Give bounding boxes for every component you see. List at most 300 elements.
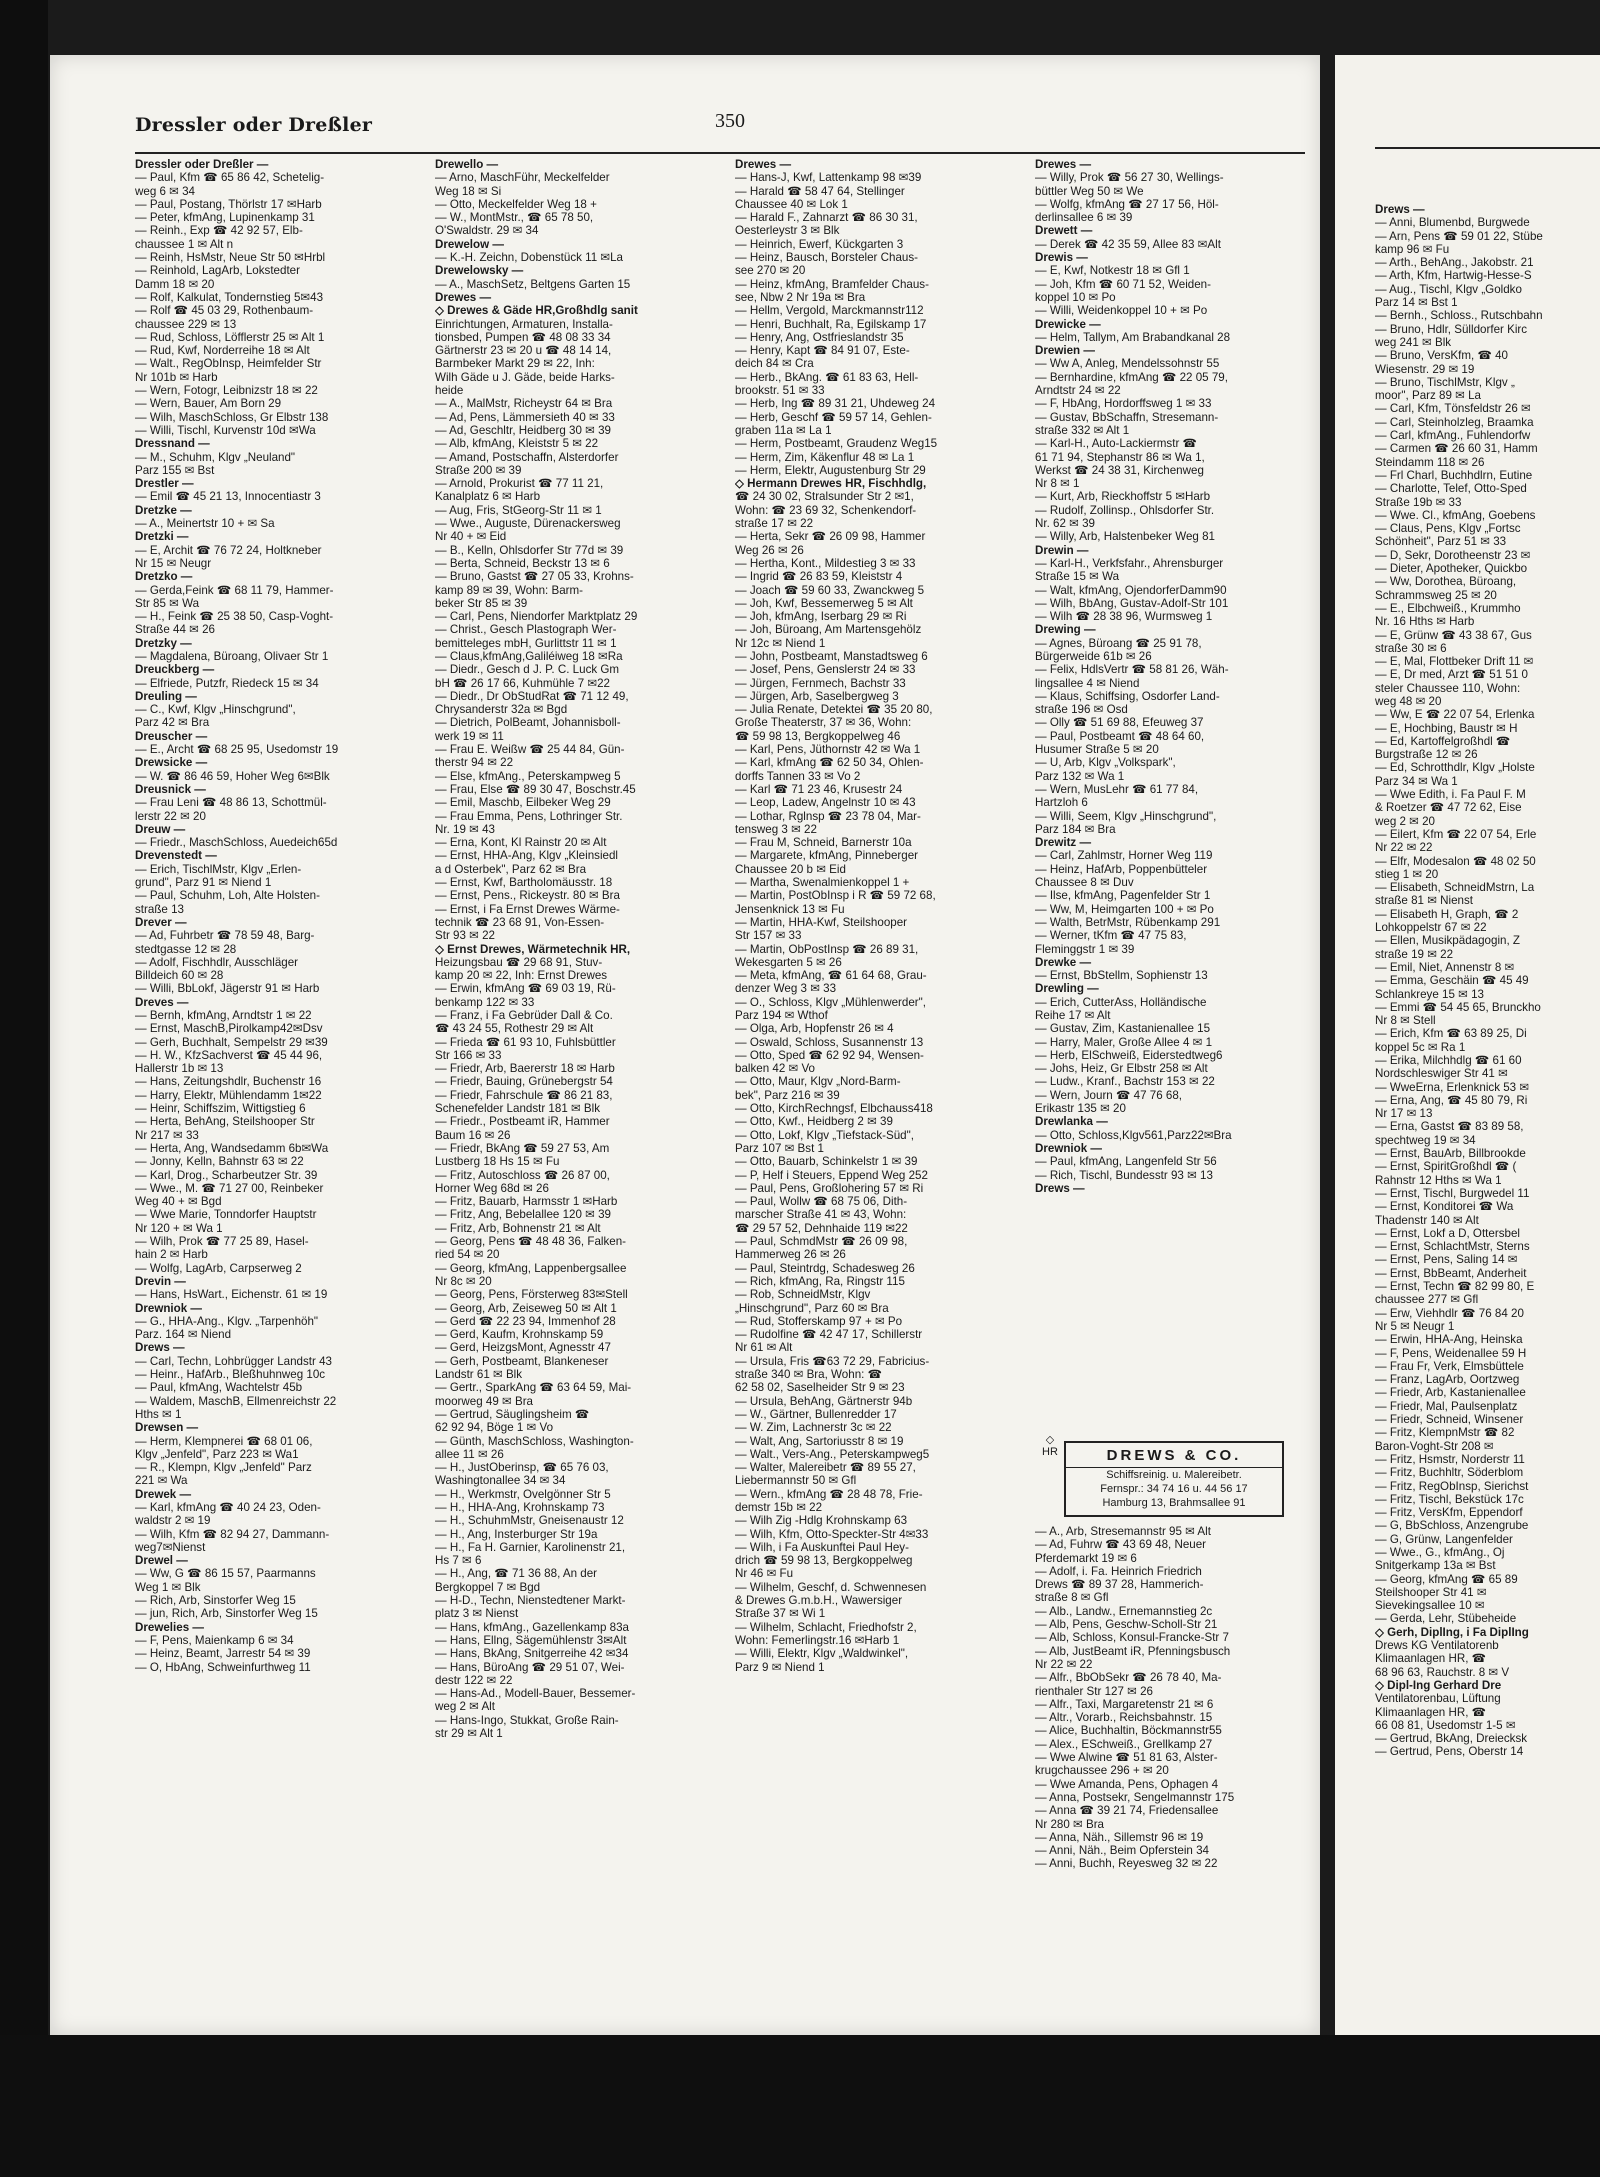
directory-entry-line: — O., Schloss, Klgv „Mühlenwerder",: [735, 995, 926, 1009]
directory-entry-line: — Carl, Zahlmstr, Horner Weg 119: [1035, 849, 1213, 863]
directory-entry-line: — Rud, Schloss, Löfflerstr 25 ✉ Alt 1: [135, 330, 325, 344]
adjacent-entry-line: — Ww, Dorothea, Büroang,: [1375, 575, 1517, 589]
adjacent-entry-line: — Arth., BehAng., Jakobstr. 21: [1375, 256, 1534, 270]
directory-entry-line: Erikastr 135 ✉ 20: [1035, 1102, 1126, 1116]
directory-entry-line: — Martin, PostObInsp i R ☎ 59 72 68,: [735, 889, 936, 903]
directory-entry-line: — Rudolfine ☎ 42 47 17, Schillerstr: [735, 1328, 923, 1342]
adjacent-entry-line: moor", Parz 89 ✉ La: [1375, 389, 1481, 403]
directory-entry-line: Nr 280 ✉ Bra: [1035, 1817, 1104, 1831]
directory-entry-line: — Reinh., Exp ☎ 42 92 57, Elb-: [135, 224, 303, 238]
directory-entry-line: — Paul, Postang, Thörlstr 17 ✉Harb: [135, 197, 322, 211]
directory-entry-line: brookstr. 51 ✉ 33: [735, 384, 825, 398]
directory-entry-line: — Fritz, Arb, Bohnenstr 21 ✉ Alt: [435, 1221, 601, 1235]
directory-entry-line: balken 42 ✉ Vo: [735, 1062, 815, 1076]
directory-entry-line: str 29 ✉ Alt 1: [435, 1727, 503, 1741]
directory-entry-line: — Hans-J, Kwf, Lattenkamp 98 ✉39: [735, 171, 922, 185]
directory-entry-line: — Jürgen, Fernmech, Bachstr 33: [735, 676, 906, 690]
directory-entry-line: — Emil, Maschb, Eilbeker Weg 29: [435, 796, 611, 810]
directory-entry-line: lerstr 22 ✉ 20: [135, 809, 206, 823]
surname-heading: Drews —: [135, 1341, 185, 1355]
directory-entry-line: — Wwe Marie, Tonndorfer Hauptstr: [135, 1208, 317, 1222]
directory-entry-line: — Karl ☎ 71 23 46, Krusestr 24: [735, 782, 903, 796]
adjacent-entry-line: Sievekingsallee 10 ✉: [1375, 1599, 1485, 1613]
adjacent-entry-line: Nordschleswiger Str 41 ✉: [1375, 1067, 1508, 1081]
directory-entry-line: Wohn: Femerlingstr.16 ✉Harb 1: [735, 1633, 900, 1647]
directory-entry-line: — Fritz, Ang, Bebelallee 120 ✉ 39: [435, 1208, 611, 1222]
adjacent-entry-line: Thadenstr 140 ✉ Alt: [1375, 1213, 1479, 1227]
adjacent-entry-line: Nr 8 ✉ Stell: [1375, 1014, 1436, 1028]
surname-heading: Drewelow —: [435, 237, 504, 251]
directory-entry-line: — Christ., Gesch Plastograph Wer-: [435, 623, 617, 637]
adjacent-entry-line: straße 30 ✉ 6: [1375, 641, 1447, 655]
directory-entry-line: — Gustav, BbSchaffn, Stresemann-: [1035, 410, 1219, 424]
directory-entry-line: Drews ☎ 89 37 28, Hammerich-: [1035, 1578, 1204, 1592]
directory-entry-line: — Rich, Tischl, Bundesstr 93 ✉ 13: [1035, 1168, 1213, 1182]
directory-entry-line: — B., Kelln, Ohlsdorfer Str 77d ✉ 39: [435, 543, 624, 557]
directory-entry-line: Parz. 164 ✉ Niend: [135, 1328, 232, 1342]
directory-entry-line: — Gerh, Buchhalt, Sempelstr 29 ✉39: [135, 1035, 328, 1049]
directory-entry-line: — Alfr., Taxi, Margaretenstr 21 ✉ 6: [1035, 1697, 1214, 1711]
directory-entry-line: Nr 61 ✉ Alt: [735, 1341, 793, 1355]
directory-entry-line: — A., MalMstr, Richeystr 64 ✉ Bra: [435, 397, 613, 411]
directory-entry-line: — Frieda ☎ 61 93 10, Fuhlsbüttler: [435, 1035, 616, 1049]
surname-heading: Drever —: [135, 915, 187, 929]
adjacent-entry-line: — F, Pens, Weidenallee 59 H: [1375, 1346, 1527, 1360]
adjacent-entry-line: Steindamm 118 ✉ 26: [1375, 455, 1485, 469]
adjacent-entry-line: — Ernst, Techn ☎ 82 99 80, E: [1375, 1280, 1535, 1294]
directory-entry-line: Kanalplatz 6 ✉ Harb: [435, 490, 541, 504]
directory-entry-line: — Gertr., SparkAng ☎ 63 64 59, Mai-: [435, 1381, 632, 1395]
directory-entry-line: Horner Weg 68d ✉ 26: [435, 1181, 549, 1195]
directory-entry-line: — Wolfg, kfmAng ☎ 27 17 56, Höl-: [1035, 197, 1219, 211]
directory-entry-line: tensweg 3 ✉ 22: [735, 822, 817, 836]
adjacent-header-rule: [1375, 147, 1600, 149]
adjacent-entry-line: — Erich, Kfm ☎ 63 89 25, Di: [1375, 1027, 1527, 1041]
adjacent-entry-line: weg 241 ✉ Blk: [1375, 335, 1452, 349]
directory-entry-line: — Ernst, BbStellm, Sophienstr 13: [1035, 969, 1208, 983]
directory-entry-line: — Frau Leni ☎ 48 86 13, Schottmül-: [135, 796, 327, 810]
directory-entry-line: — Johs, Heiz, Gr Elbstr 258 ✉ Alt: [1035, 1062, 1208, 1076]
directory-entry-line: — Paul, Steintrdg, Schadesweg 26: [735, 1261, 915, 1275]
adjacent-entry-line: — Ernst, Tischl, Burgwedel 11: [1375, 1186, 1530, 1200]
directory-entry-line: Str 85 ✉ Wa: [135, 596, 200, 610]
directory-entry-line: dorffs Tannen 33 ✉ Vo 2: [735, 769, 861, 783]
directory-entry-line: — John, Postbeamt, Manstadtsweg 6: [735, 649, 928, 663]
directory-entry-line: rienthaler Str 127 ✉ 26: [1035, 1684, 1153, 1698]
directory-entry-line: — Felix, HdlsVertr ☎ 58 81 26, Wäh-: [1035, 663, 1229, 677]
directory-entry-line: Wilh Gäde u J. Gäde, beide Harks-: [435, 370, 615, 384]
directory-entry-line: benkamp 122 ✉ 33: [435, 995, 535, 1009]
adjacent-entry-line: Schönheit", Parz 51 ✉ 33: [1375, 535, 1507, 549]
directory-entry-line: Werkst ☎ 24 38 31, Kirchenweg: [1035, 463, 1204, 477]
directory-entry-line: — Karl, Drog., Scharbeutzer Str. 39: [135, 1168, 318, 1182]
adjacent-entry-line: Nr 5 ✉ Neugr 1: [1375, 1319, 1455, 1333]
directory-entry-line: Parz 132 ✉ Wa 1: [1035, 769, 1125, 783]
directory-entry-line: Parz 9 ✉ Niend 1: [735, 1660, 825, 1674]
directory-entry-line: — H., Werkmstr, Ovelgönner Str 5: [435, 1487, 611, 1501]
directory-entry-line: Hallerstr 1b ✉ 13: [135, 1062, 224, 1076]
adjacent-entry-line: Nr. 16 Hths ✉ Harb: [1375, 615, 1475, 629]
directory-entry-line: — Alfr., BbObSekr ☎ 26 78 40, Ma-: [1035, 1671, 1222, 1685]
directory-entry-line: — Otto, Maur, Klgv „Nord-Barm-: [735, 1075, 901, 1089]
directory-entry-line: — Ww, G ☎ 86 15 57, Paarmanns: [135, 1567, 316, 1581]
adjacent-entry-line: — E., Elbchweiß., Krummho: [1375, 601, 1521, 615]
adjacent-entry-line: kamp 96 ✉ Fu: [1375, 242, 1450, 256]
directory-entry-line: — Willi, BbLokf, Jägerstr 91 ✉ Harb: [135, 982, 320, 996]
directory-entry-line: destr 122 ✉ 22: [435, 1673, 513, 1687]
directory-entry-line: weg 2 ✉ Alt: [435, 1700, 495, 1714]
directory-entry-line: kamp 89 ✉ 39, Wohn: Barm-: [435, 583, 584, 597]
directory-entry-line: bemitteleges mbH, Gurlittstr 11 ✉ 1: [435, 636, 617, 650]
directory-entry-line: — Else, kfmAng., Peterskampweg 5: [435, 769, 621, 783]
directory-entry-line: — Rud, Stofferskamp 97 + ✉ Po: [735, 1314, 903, 1328]
directory-entry-line: Chaussee 40 ✉ Lok 1: [735, 197, 848, 211]
directory-entry-line: Nr 22 ✉ 22: [1035, 1657, 1093, 1671]
directory-entry-line: — K.-H. Zeichn, Dobenstück 11 ✉La: [435, 251, 623, 265]
surname-heading: Drewes —: [735, 158, 792, 171]
adjacent-entry-line: steler Chaussee 110, Wohn:: [1375, 681, 1521, 695]
surname-heading: Drewes —: [435, 290, 492, 304]
adjacent-entry-line: — Wwe. Cl., kfmAng, Goebens: [1375, 508, 1536, 522]
directory-entry-line: ◇ Drewes & Gäde HR,Großhdlg sanit: [435, 304, 638, 318]
surname-heading: Drewling —: [1035, 982, 1099, 996]
directory-column-4-continued: [1035, 1525, 1305, 1871]
directory-entry-line: Jensenknick 13 ✉ Fu: [735, 902, 845, 916]
directory-entry-line: — Rolf, Kalkulat, Tondernstieg 5✉43: [135, 290, 324, 304]
directory-entry-line: — F, HbAng, Hordorffsweg 1 ✉ 33: [1035, 397, 1212, 411]
adjacent-entry-line: — E, Grünw ☎ 43 38 67, Gus: [1375, 628, 1532, 642]
directory-entry-line: — Ursula, Fris ☎63 72 29, Fabricius-: [735, 1354, 930, 1368]
directory-entry-line: Arndtstr 24 ✉ 22: [1035, 384, 1121, 398]
adjacent-entry-line: — E, Mal, Flottbeker Drift 11 ✉: [1375, 655, 1534, 669]
adjacent-entry-line: Wiesenstr. 29 ✉ 19: [1375, 362, 1475, 376]
adjacent-entry-line: — Carl, Kfm, Tönsfeldstr 26 ✉: [1375, 402, 1531, 416]
adjacent-entry-line: — Elfr, Modesalon ☎ 48 02 50: [1375, 854, 1536, 868]
directory-entry-line: — Karl, kfmAng ☎ 62 50 34, Ohlen-: [735, 756, 924, 770]
directory-entry-line: — Ww A, Anleg, Mendelssohnstr 55: [1035, 357, 1220, 371]
adjacent-entry-line: & Roetzer ☎ 47 72 62, Eise: [1375, 801, 1522, 815]
surname-heading: Drewicke —: [1035, 317, 1101, 331]
directory-entry-line: Weg 18 ✉ Si: [435, 184, 502, 198]
directory-entry-line: Nr. 62 ✉ 39: [1035, 517, 1095, 531]
directory-entry-line: — Otto, Kwf., Heidberg 2 ✉ 39: [735, 1115, 893, 1129]
directory-entry-line: — Alb, Pens, Geschw-Scholl-Str 21: [1035, 1618, 1218, 1632]
directory-entry-line: beker Str 85 ✉ 39: [435, 596, 528, 610]
surname-heading: Drewelies —: [135, 1620, 204, 1634]
directory-entry-line: — Herb, ElSchweiß, Eiderstedtweg6: [1035, 1048, 1223, 1062]
surname-heading: Dretzky —: [135, 636, 192, 650]
directory-entry-line: — Berta, Schneid, Beckstr 13 ✉ 6: [435, 556, 610, 570]
directory-entry-line: ☎ 29 57 52, Dehnhaide 119 ✉22: [735, 1221, 908, 1235]
directory-entry-line: waldstr 2 ✉ 19: [135, 1514, 211, 1528]
adjacent-entry-line: Parz 14 ✉ Bst 1: [1375, 296, 1458, 310]
directory-entry-line: — Werner, tKfm ☎ 47 75 83,: [1035, 929, 1187, 943]
directory-entry-line: — Heinr., HafArb., Bleßhuhnweg 10c: [135, 1368, 326, 1382]
directory-entry-line: see, Nbw 2 Nr 19a ✉ Bra: [735, 290, 866, 304]
adjacent-entry-line: — Erika, Milchhdlg ☎ 61 60: [1375, 1054, 1522, 1067]
directory-entry-line: Str 93 ✉ 22: [435, 929, 495, 943]
directory-entry-line: — Otto, Meckelfelder Weg 18 +: [435, 197, 597, 211]
directory-entry-line: — Rob, SchneidMstr, Klgv: [735, 1288, 871, 1302]
directory-entry-line: bH ☎ 26 17 66, Kuhmühle 7 ✉22: [435, 676, 610, 690]
directory-entry-line: Fleminggstr 1 ✉ 39: [1035, 942, 1135, 956]
directory-entry-line: — Paul, Kfm ☎ 65 86 42, Schetelig-: [135, 171, 325, 185]
surname-heading: Dretzki —: [135, 530, 189, 544]
directory-entry-line: — Herm, Elektr, Augustenburg Str 29: [735, 463, 926, 477]
adjacent-entry-line: — G, Grünw, Langenfelder: [1375, 1532, 1513, 1546]
adjacent-entry-line: — Friedr, Mal, Paulsenplatz: [1375, 1399, 1518, 1413]
directory-entry-line: chaussee 1 ✉ Alt n: [135, 237, 234, 251]
directory-entry-line: Husumer Straße 5 ✉ 20: [1035, 743, 1159, 757]
directory-entry-line: — Walter, Malereibetr ☎ 89 55 27,: [735, 1461, 916, 1475]
directory-entry-line: — Heinz, Beamt, Jarrestr 54 ✉ 39: [135, 1647, 311, 1661]
adjacent-entry-line: — Wwe Edith, i. Fa Paul F. M: [1375, 788, 1526, 802]
surname-heading: Drewin —: [1035, 543, 1089, 557]
directory-entry-line: — Harald F., Zahnarzt ☎ 86 30 31,: [735, 211, 918, 225]
directory-entry-line: — Ernst, i Fa Ernst Drewes Wärme-: [435, 902, 620, 916]
directory-entry-line: — Harry, Maler, Große Allee 4 ✉ 1: [1035, 1035, 1213, 1049]
directory-entry-line: — Friedr, Arb, Baererstr 18 ✉ Harb: [435, 1062, 615, 1076]
directory-entry-line: — Herm, Postbeamt, Graudenz Weg15: [735, 437, 938, 451]
directory-entry-line: — Walth, BetrMstr, Rübenkamp 291: [1035, 915, 1221, 929]
directory-entry-line: — Gertrud, Säuglingsheim ☎: [435, 1407, 590, 1421]
adjacent-entry-line: — Wwe., G., kfmAng., Oj: [1375, 1545, 1505, 1559]
directory-entry-line: — A., Meinertstr 10 + ✉ Sa: [135, 517, 275, 531]
surname-heading: Drewlanka —: [1035, 1115, 1108, 1129]
ad-box: [1064, 1441, 1284, 1517]
adjacent-entry-line: — Frl Charl, Buchhdlrn, Eutine: [1375, 468, 1533, 482]
directory-entry-line: — Peter, kfmAng, Lupinenkamp 31: [135, 211, 315, 225]
directory-entry-line: — Alex., ESchweiß., Grellkamp 27: [1035, 1737, 1213, 1751]
page-number: 350: [715, 110, 745, 132]
directory-entry-line: — Hans-Ad., Modell-Bauer, Bessemer-: [435, 1687, 636, 1701]
directory-entry-line: — Paul, Schuhm, Loh, Alte Holsten-: [135, 889, 320, 903]
directory-entry-line: — Friedr., Postbeamt iR, Hammer: [435, 1115, 610, 1129]
adjacent-entry-line: straße 81 ✉ Nienst: [1375, 894, 1473, 908]
directory-entry-line: — Hans, Zeitungshdlr, Buchenstr 16: [135, 1075, 322, 1089]
directory-entry-line: — Ernst, MaschB,Pirolkamp42✉Dsv: [135, 1022, 323, 1036]
directory-entry-line: — Jonny, Kelln, Bahnstr 63 ✉ 22: [135, 1155, 304, 1169]
directory-entry-line: — Helm, Tallym, Am Brabandkanal 28: [1035, 330, 1231, 344]
directory-entry-line: — Ad, Fuhrbetr ☎ 78 59 48, Barg-: [135, 929, 315, 943]
directory-entry-line: Einrichtungen, Armaturen, Installa-: [435, 317, 613, 331]
directory-entry-line: — Diedr., Gesch d J. P. C. Luck Gm: [435, 663, 620, 677]
directory-entry-line: — Frau, Else ☎ 89 30 47, Boschstr.45: [435, 782, 636, 796]
adjacent-entry-line: stieg 1 ✉ 20: [1375, 867, 1439, 881]
adjacent-entry-line: Straße 19b ✉ 33: [1375, 495, 1462, 509]
directory-entry-line: — Wern, MusLehr ☎ 61 77 84,: [1035, 782, 1199, 796]
directory-entry-line: a d Osterbek", Parz 62 ✉ Bra: [435, 862, 587, 876]
directory-entry-line: — Ingrid ☎ 26 83 59, Kleiststr 4: [735, 570, 903, 584]
directory-entry-line: Wekesgarten 5 ✉ 26: [735, 955, 842, 969]
directory-entry-line: — Aug, Fris, StGeorg-Str 11 ✉ 1: [435, 503, 602, 517]
directory-entry-line: — E., Archt ☎ 68 25 95, Usedomstr 19: [135, 743, 339, 757]
adjacent-entry-line: — Bruno, TischlMstr, Klgv „: [1375, 375, 1515, 389]
adjacent-entry-line: — Claus, Pens, Klgv „Fortsc: [1375, 522, 1521, 536]
directory-entry-line: Barmbeker Markt 29 ✉ 22, Inh:: [435, 357, 595, 371]
directory-entry-line: — Jürgen, Arb, Saselbergweg 3: [735, 689, 899, 703]
adjacent-heading: Drews —: [1375, 203, 1425, 216]
directory-entry-line: — H. W., KfzSachverst ☎ 45 44 96,: [135, 1048, 323, 1062]
adjacent-page: [1335, 55, 1600, 2035]
directory-entry-line: — Frau E. Weißw ☎ 25 44 84, Gün-: [435, 743, 625, 757]
directory-entry-line: Lustberg 18 Hs 15 ✉ Fu: [435, 1155, 560, 1169]
adjacent-entry-line: Lohkoppelstr 67 ✉ 22: [1375, 921, 1487, 935]
directory-entry-line: — Paul, kfmAng, Langenfeld Str 56: [1035, 1155, 1217, 1169]
directory-entry-line: — Paul, SchmdMstr ☎ 26 09 98,: [735, 1235, 908, 1249]
page-header: [135, 108, 1300, 148]
directory-entry-line: platz 3 ✉ Nienst: [435, 1607, 519, 1621]
directory-entry-line: — Hans-Ingo, Stukkat, Große Rain-: [435, 1713, 619, 1727]
adjacent-entry-line: 66 08 81, Usedomstr 1-5 ✉: [1375, 1718, 1516, 1732]
directory-entry-line: — Ursula, BehAng, Gärtnerstr 94b: [735, 1394, 913, 1408]
directory-entry-line: — Herb., BkAng. ☎ 61 83 63, Hell-: [735, 370, 919, 384]
adjacent-entry-line: koppel 5c ✉ Ra 1: [1375, 1040, 1466, 1054]
directory-entry-line: — Willi, Elektr, Klgv „Waldwinkel",: [735, 1647, 909, 1661]
adjacent-entry-line: Klimaanlagen HR, ☎: [1375, 1652, 1487, 1666]
adjacent-entry-line: chaussee 277 ✉ Gfl: [1375, 1293, 1479, 1307]
directory-entry-line: allee 11 ✉ 26: [435, 1447, 504, 1461]
directory-entry-line: — Paul, Wollw ☎ 68 75 06, Dith-: [735, 1195, 908, 1209]
directory-entry-line: Bergkoppel 7 ✉ Bgd: [435, 1580, 541, 1594]
directory-column-1: [135, 158, 405, 1674]
directory-entry-line: — Ilse, kfmAng, Pagenfelder Str 1: [1035, 889, 1211, 903]
adjacent-entry-line: Baron-Voght-Str 208 ✉: [1375, 1439, 1494, 1453]
directory-entry-line: Parz 42 ✉ Bra: [135, 716, 210, 730]
directory-entry-line: — Rich, Arb, Sinstorfer Weg 15: [135, 1594, 296, 1608]
directory-entry-line: stedtgasse 12 ✉ 28: [135, 942, 237, 956]
surname-heading: Drewes —: [1035, 158, 1092, 171]
directory-entry-line: — Anna ☎ 39 21 74, Friedensallee: [1035, 1804, 1219, 1818]
directory-entry-line: — Otto, Schloss,Klgv561,Parz22✉Bra: [1035, 1128, 1232, 1142]
directory-entry-line: Parz 155 ✉ Bst: [135, 463, 215, 477]
adjacent-entry-line: — Carmen ☎ 26 60 31, Hamm: [1375, 442, 1538, 456]
directory-entry-line: Straße 44 ✉ 26: [135, 623, 215, 637]
directory-entry-line: — Wilh, Prok ☎ 77 25 89, Hasel-: [135, 1235, 309, 1249]
directory-entry-line: Oesterleystr 3 ✉ Blk: [735, 224, 840, 238]
directory-entry-line: — Hertha, Kont., Mildestieg 3 ✉ 33: [735, 556, 916, 570]
directory-entry-line: graben 11a ✉ La 1: [735, 423, 832, 437]
directory-entry-line: — Anni, Näh., Beim Opferstein 34: [1035, 1844, 1209, 1858]
directory-entry-line: — Frau Emma, Pens, Lothringer Str.: [435, 809, 623, 823]
directory-entry-line: — Gerd, Kaufm, Krohnskamp 59: [435, 1328, 604, 1342]
adjacent-entry-line: 68 96 63, Rauchstr. 8 ✉ V: [1375, 1665, 1510, 1679]
directory-entry-line: — Frau M, Schneid, Barnerstr 10a: [735, 836, 912, 850]
adjacent-entry-line: Snitgerkamp 13a ✉ Bst: [1375, 1559, 1496, 1573]
directory-entry-line: ☎ 59 98 13, Bergkoppelweg 46: [735, 729, 901, 743]
directory-entry-line: — Heinz, HafArb, Poppenbütteler: [1035, 862, 1208, 876]
surname-heading: Drewitz —: [1035, 836, 1092, 850]
directory-entry-line: — Walt., RegObInsp, Heimfelder Str: [135, 357, 322, 371]
ad-line: Schiffsreinig. u. Malereibetr.: [1106, 1469, 1242, 1481]
adjacent-entry-line: ◇ Dipl-Ing Gerhard Dre: [1375, 1678, 1502, 1692]
adjacent-entry-line: — WweErna, Erlenknick 53 ✉: [1375, 1080, 1530, 1094]
directory-entry-line: — Hans, Ellng, Sägemühlenstr 3✉Alt: [435, 1633, 627, 1647]
directory-entry-line: — Emil ☎ 45 21 13, Innocentiastr 3: [135, 490, 321, 504]
directory-entry-line: — Herta, Ang, Wandsedamm 6b✉Wa: [135, 1141, 329, 1155]
adjacent-entry-line: — Ernst, BbBeamt, Anderheit: [1375, 1266, 1527, 1280]
directory-entry-line: — Friedr., MaschSchloss, Auedeich65d: [135, 836, 338, 850]
directory-entry-line: Nr 40 + ✉ Eid: [435, 530, 507, 544]
directory-entry-line: — Georg, Pens ☎ 48 48 36, Falken-: [435, 1235, 627, 1249]
directory-entry-line: — Carl, Techn, Lohbrügger Landstr 43: [135, 1354, 332, 1368]
directory-entry-line: — H-D., Techn, Nienstedtener Markt-: [435, 1594, 626, 1608]
directory-entry-line: — Friedr, Bauing, Grünebergstr 54: [435, 1075, 613, 1089]
adjacent-entry-line: weg 48 ✉ 20: [1375, 694, 1442, 708]
adjacent-entry-line: — Bruno, VersKfm, ☎ 40: [1375, 349, 1509, 363]
adjacent-entry-line: — Emil, Niet, Annenstr 8 ✉: [1375, 960, 1515, 974]
adjacent-entry-line: — Friedr, Arb, Kastanienallee: [1375, 1386, 1526, 1400]
directory-entry-line: — Anni, Buchh, Reyesweg 32 ✉ 22: [1035, 1857, 1218, 1871]
directory-entry-line: — Alb, kfmAng, Kleiststr 5 ✉ 22: [435, 437, 599, 451]
directory-entry-line: — Friedr, Fahrschule ☎ 86 21 83,: [435, 1088, 613, 1102]
directory-entry-line: — Gerd ☎ 22 23 94, Immenhof 28: [435, 1314, 616, 1328]
directory-entry-line: & Drewes G.m.b.H., Wawersiger: [735, 1594, 903, 1608]
adjacent-entry-line: — Ellen, Musikpädagogin, Z: [1375, 934, 1520, 948]
directory-entry-line: ◇ Hermann Drewes HR, Fischhdlg,: [735, 477, 927, 491]
directory-entry-line: — Wwe., M. ☎ 71 27 00, Reinbeker: [135, 1181, 324, 1195]
directory-entry-line: — Fritz, Bauarb, Harmsstr 1 ✉Harb: [435, 1195, 618, 1209]
directory-entry-line: — Gerh, Postbeamt, Blankeneser: [435, 1354, 609, 1368]
directory-entry-line: — U, Arb, Klgv „Volkspark",: [1035, 756, 1176, 770]
directory-entry-line: — Agnes, Büroang ☎ 25 91 78,: [1035, 636, 1202, 650]
directory-entry-line: therstr 94 ✉ 22: [435, 756, 514, 770]
adjacent-entry-line: — Georg, kfmAng ☎ 65 89: [1375, 1572, 1518, 1586]
directory-entry-line: — Karl-H., Verkfsfahr., Ahrensburger: [1035, 556, 1224, 570]
surname-heading: Drewek —: [135, 1487, 192, 1501]
directory-entry-line: — Friedr, BkAng ☎ 59 27 53, Am: [435, 1141, 610, 1155]
directory-entry-line: Hartzloh 6: [1035, 796, 1088, 810]
directory-entry-line: Parz 107 ✉ Bst 1: [735, 1141, 824, 1155]
directory-entry-line: — Wwe Alwine ☎ 51 81 63, Alster-: [1035, 1751, 1218, 1765]
directory-entry-line: — Franz, i Fa Gebrüder Dall & Co.: [435, 1009, 613, 1022]
directory-entry-line: — Magdalena, Büroang, Olivaer Str 1: [135, 649, 329, 663]
adjacent-entry-line: — Elisabeth H, Graph, ☎ 2: [1375, 907, 1519, 921]
directory-entry-line: — F, Pens, Maienkamp 6 ✉ 34: [135, 1633, 294, 1647]
directory-entry-line: — Wilh, Kfm ☎ 82 94 27, Dammann-: [135, 1527, 330, 1541]
directory-entry-line: — E, Archit ☎ 76 72 24, Holtkneber: [135, 543, 322, 557]
directory-entry-line: — Henri, Buchhalt, Ra, Egilskamp 17: [735, 317, 927, 331]
adjacent-entry-line: — Elisabeth, SchneidMstrn, La: [1375, 881, 1535, 895]
adjacent-entry-line: Schlankreye 15 ✉ 13: [1375, 987, 1484, 1001]
adjacent-entry-line: — Ernst, SpiritGroßhdl ☎ (: [1375, 1160, 1517, 1174]
directory-entry-line: technik ☎ 23 68 91, Von-Essen-: [435, 915, 605, 929]
directory-entry-line: — Julia Renate, Detektei ☎ 35 20 80,: [735, 703, 933, 717]
directory-entry-line: Nr 8c ✉ 20: [435, 1274, 492, 1288]
directory-entry-line: — Martin, ObPostInsp ☎ 26 89 31,: [735, 942, 919, 956]
directory-entry-line: ☎ 24 30 02, Stralsunder Str 2 ✉1,: [735, 490, 914, 504]
directory-entry-line: — Willi, Tischl, Kurvenstr 10d ✉Wa: [135, 423, 316, 437]
directory-entry-line: — Walt., Vers-Ang., Peterskampweg5: [735, 1447, 930, 1461]
directory-entry-line: — Diedr., Dr ObStudRat ☎ 71 12 49,: [435, 689, 629, 703]
directory-entry-line: — Claus,kfmAng,Galiléiweg 18 ✉Ra: [435, 649, 623, 663]
header-rule: [135, 152, 1305, 154]
directory-entry-line: — Paul, Pens, Großlohering 57 ✉ Ri: [735, 1181, 924, 1195]
adjacent-entry-line: — Carl, kfmAng., Fuhlendorfw: [1375, 429, 1531, 443]
directory-entry-line: — Alb., Landw., Ernemannstieg 2c: [1035, 1604, 1213, 1618]
directory-entry-line: — Joh, Kfm ☎ 60 71 52, Weiden-: [1035, 277, 1211, 291]
adjacent-entry-line: spechtweg 19 ✉ 34: [1375, 1133, 1476, 1147]
directory-entry-line: — Ww, M, Heimgarten 100 + ✉ Po: [1035, 902, 1214, 916]
directory-entry-line: — Fritz, Autoschloss ☎ 26 87 00,: [435, 1168, 610, 1182]
directory-entry-line: Nr 15 ✉ Neugr: [135, 556, 212, 570]
adjacent-entry-line: — Bruno, Hdlr, Sülldorfer Kirc: [1375, 322, 1528, 336]
directory-entry-line: werk 19 ✉ 11: [435, 729, 504, 743]
directory-entry-line: Baum 16 ✉ 26: [435, 1128, 511, 1142]
adjacent-entry-line: — Gertrud, BkAng, Dreiecksk: [1375, 1732, 1528, 1746]
surname-heading: Dreuw —: [135, 822, 186, 836]
adjacent-entry-line: — Fritz, Buchhltr, Söderblom: [1375, 1466, 1524, 1480]
